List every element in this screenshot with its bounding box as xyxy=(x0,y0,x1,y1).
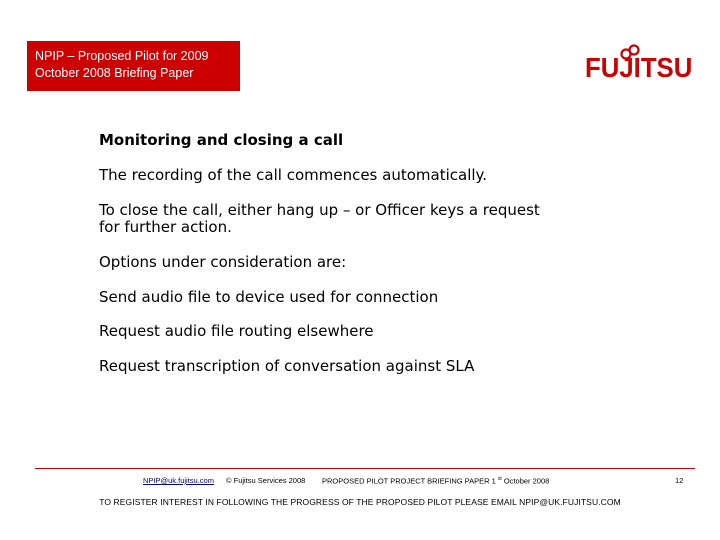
option-send-audio: Send audio file to device used for connection xyxy=(99,288,439,306)
header-title-box xyxy=(27,41,240,91)
register-interest-banner: TO REGISTER INTEREST IN FOLLOWING THE PROGRESS OF THE PROPOSED PILOT PLEASE EMAIL NPIP@UK.FUJITSU.COM xyxy=(99,497,621,507)
footer-copyright: © Fujitsu Services 2008 xyxy=(226,476,306,485)
option-route-audio: Request audio file routing elsewhere xyxy=(99,322,374,340)
paragraph-close-line-2: for further action. xyxy=(99,218,232,236)
fujitsu-logo xyxy=(585,44,693,94)
footer-document-title xyxy=(322,476,549,486)
header-title-line-1: NPIP – Proposed Pilot for 2009 xyxy=(35,49,209,63)
option-transcription: Request transcription of conversation against SLA xyxy=(99,357,475,375)
footer-email-link[interactable]: NPIP@uk.fujitsu.com xyxy=(143,476,214,485)
logo-wordmark: FUJITSU xyxy=(585,52,693,83)
header-title-line-2: October 2008 Briefing Paper xyxy=(35,66,194,80)
footer-doc-title-text: PROPOSED PILOT PROJECT BRIEFING PAPER 1 xyxy=(322,476,496,486)
footer-date: October 2008 xyxy=(501,476,550,486)
paragraph-recording: The recording of the call commences automatically. xyxy=(99,166,488,184)
footer-page-number: 12 xyxy=(675,476,684,485)
paragraph-options-intro: Options under consideration are: xyxy=(99,253,347,271)
paragraph-close-line-1: To close the call, either hang up – or Officer keys a request xyxy=(99,201,540,219)
footer-date-suffix: st xyxy=(497,476,502,482)
footer-divider xyxy=(35,468,695,469)
slide-heading: Monitoring and closing a call xyxy=(99,131,344,149)
